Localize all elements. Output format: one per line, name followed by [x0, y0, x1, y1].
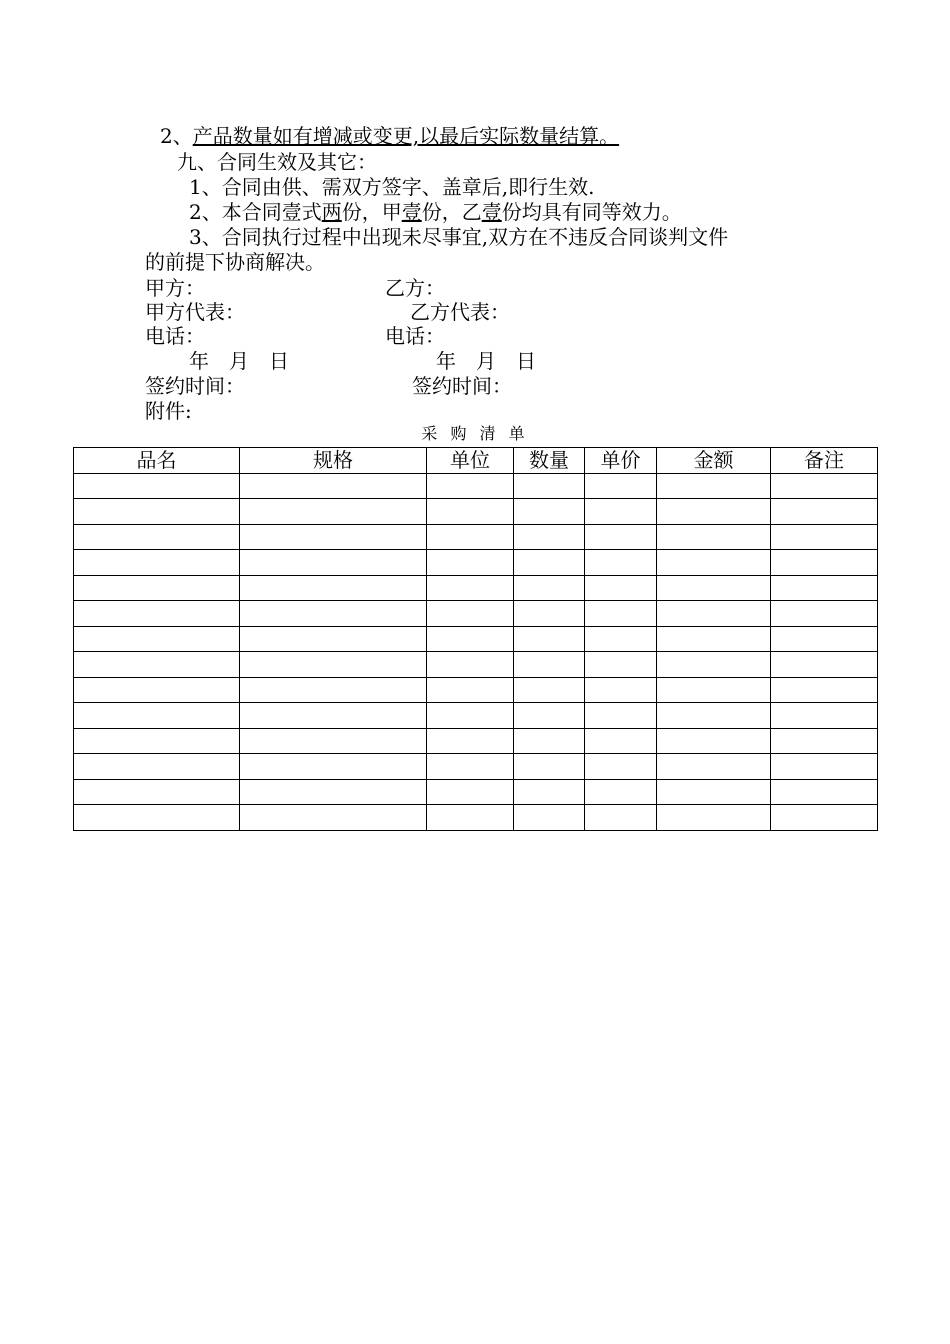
- cell-remarks: [771, 575, 878, 601]
- copies-party-a: 壹: [401, 200, 422, 224]
- cell-unit: [427, 524, 514, 550]
- cell-unit-price: [585, 601, 657, 627]
- cell-unit: [427, 601, 514, 627]
- cell-name: [74, 728, 240, 754]
- cell-remarks: [771, 626, 878, 652]
- cell-unit-price: [585, 550, 657, 576]
- cell-unit: [427, 575, 514, 601]
- cell-remarks: [771, 499, 878, 525]
- cell-spec: [240, 473, 427, 499]
- table-row: [74, 575, 878, 601]
- cell-name: [74, 677, 240, 703]
- cell-name: [74, 473, 240, 499]
- cell-name: [74, 575, 240, 601]
- cell-spec: [240, 524, 427, 550]
- cell-name: [74, 652, 240, 678]
- clause-2-text: 产品数量如有增减或变更,以最后实际数量结算。: [192, 124, 620, 148]
- cell-unit-price: [585, 805, 657, 831]
- item-2-part: 份，乙: [421, 200, 482, 224]
- cell-unit-price: [585, 652, 657, 678]
- cell-unit-price: [585, 524, 657, 550]
- cell-amount: [657, 652, 771, 678]
- purchase-list-body: [74, 473, 878, 830]
- party-a-phone-label: 电话：: [145, 324, 205, 348]
- cell-unit: [427, 626, 514, 652]
- cell-unit: [427, 728, 514, 754]
- cell-unit-price: [585, 499, 657, 525]
- cell-amount: [657, 601, 771, 627]
- cell-remarks: [771, 601, 878, 627]
- column-header-amount: 金额: [657, 448, 771, 474]
- cell-spec: [240, 779, 427, 805]
- cell-amount: [657, 626, 771, 652]
- table-header-row: [74, 448, 878, 474]
- table-row: [74, 550, 878, 576]
- cell-quantity: [514, 473, 585, 499]
- cell-unit: [427, 779, 514, 805]
- section-9-item-1: 1、合同由供、需双方签字、盖章后,即行生效.: [189, 175, 595, 199]
- cell-spec: [240, 550, 427, 576]
- cell-spec: [240, 703, 427, 729]
- cell-remarks: [771, 703, 878, 729]
- item-2-part: 2、本合同壹式: [189, 200, 322, 224]
- party-a-label: 甲方：: [145, 276, 205, 300]
- cell-unit-price: [585, 703, 657, 729]
- attachment-label: 附件:: [145, 399, 192, 423]
- cell-remarks: [771, 805, 878, 831]
- column-header-remarks: 备注: [771, 448, 878, 474]
- purchase-list-table: [73, 447, 878, 831]
- cell-amount: [657, 550, 771, 576]
- cell-remarks: [771, 550, 878, 576]
- cell-amount: [657, 779, 771, 805]
- cell-quantity: [514, 524, 585, 550]
- cell-remarks: [771, 524, 878, 550]
- cell-amount: [657, 703, 771, 729]
- cell-spec: [240, 575, 427, 601]
- cell-unit: [427, 550, 514, 576]
- table-row: [74, 601, 878, 627]
- cell-unit-price: [585, 754, 657, 780]
- cell-quantity: [514, 601, 585, 627]
- cell-spec: [240, 677, 427, 703]
- purchase-list-title: 采 购 清 单: [421, 424, 529, 443]
- cell-remarks: [771, 473, 878, 499]
- cell-unit-price: [585, 728, 657, 754]
- cell-name: [74, 524, 240, 550]
- cell-spec: [240, 754, 427, 780]
- cell-quantity: [514, 677, 585, 703]
- section-9-item-3-line-2: 的前提下协商解决。: [145, 250, 325, 274]
- cell-name: [74, 601, 240, 627]
- cell-unit-price: [585, 626, 657, 652]
- cell-unit: [427, 473, 514, 499]
- cell-amount: [657, 575, 771, 601]
- column-header-quantity: 数量: [514, 448, 585, 474]
- table-row: [74, 728, 878, 754]
- cell-quantity: [514, 728, 585, 754]
- party-b-sign-time-label: 签约时间：: [412, 374, 512, 398]
- cell-amount: [657, 728, 771, 754]
- cell-amount: [657, 524, 771, 550]
- cell-unit: [427, 677, 514, 703]
- cell-spec: [240, 728, 427, 754]
- cell-remarks: [771, 779, 878, 805]
- cell-quantity: [514, 805, 585, 831]
- cell-quantity: [514, 626, 585, 652]
- cell-unit: [427, 499, 514, 525]
- party-a-rep-label: 甲方代表：: [145, 300, 245, 324]
- table-row: [74, 754, 878, 780]
- cell-quantity: [514, 499, 585, 525]
- table-row: [74, 499, 878, 525]
- party-b-phone-label: 电话：: [385, 324, 445, 348]
- clause-2-number: 2、: [160, 124, 193, 148]
- clause-2: [160, 124, 619, 148]
- cell-name: [74, 499, 240, 525]
- cell-unit: [427, 805, 514, 831]
- cell-spec: [240, 499, 427, 525]
- table-row: [74, 524, 878, 550]
- cell-name: [74, 626, 240, 652]
- cell-quantity: [514, 754, 585, 780]
- cell-unit-price: [585, 677, 657, 703]
- cell-name: [74, 550, 240, 576]
- cell-amount: [657, 677, 771, 703]
- column-header-spec: 规格: [240, 448, 427, 474]
- section-9-item-2: [189, 200, 682, 224]
- party-b-date: 年 月 日: [436, 349, 536, 373]
- cell-amount: [657, 499, 771, 525]
- cell-quantity: [514, 779, 585, 805]
- cell-name: [74, 703, 240, 729]
- copies-total: 两: [321, 200, 342, 224]
- cell-unit: [427, 703, 514, 729]
- cell-spec: [240, 601, 427, 627]
- table-row: [74, 626, 878, 652]
- cell-unit-price: [585, 575, 657, 601]
- cell-unit-price: [585, 473, 657, 499]
- cell-quantity: [514, 550, 585, 576]
- table-row: [74, 703, 878, 729]
- party-b-rep-label: 乙方代表：: [410, 300, 510, 324]
- cell-amount: [657, 754, 771, 780]
- cell-name: [74, 779, 240, 805]
- table-row: [74, 805, 878, 831]
- party-a-sign-time-label: 签约时间：: [145, 374, 245, 398]
- cell-remarks: [771, 677, 878, 703]
- table-row: [74, 473, 878, 499]
- cell-name: [74, 754, 240, 780]
- cell-unit: [427, 754, 514, 780]
- cell-spec: [240, 652, 427, 678]
- column-header-name: 品名: [74, 448, 240, 474]
- cell-remarks: [771, 652, 878, 678]
- cell-name: [74, 805, 240, 831]
- table-row: [74, 677, 878, 703]
- cell-amount: [657, 473, 771, 499]
- party-b-label: 乙方：: [385, 276, 445, 300]
- item-2-part: 份均具有同等效力。: [501, 200, 682, 224]
- cell-quantity: [514, 575, 585, 601]
- section-9-heading: 九、合同生效及其它：: [177, 150, 377, 174]
- copies-party-b: 壹: [481, 200, 502, 224]
- cell-unit-price: [585, 779, 657, 805]
- cell-remarks: [771, 728, 878, 754]
- cell-unit: [427, 652, 514, 678]
- item-2-part: 份，甲: [341, 200, 402, 224]
- column-header-unit-price: 单价: [585, 448, 657, 474]
- column-header-unit: 单位: [427, 448, 514, 474]
- cell-spec: [240, 626, 427, 652]
- cell-quantity: [514, 703, 585, 729]
- cell-spec: [240, 805, 427, 831]
- party-a-date: 年 月 日: [189, 349, 289, 373]
- cell-remarks: [771, 754, 878, 780]
- cell-quantity: [514, 652, 585, 678]
- section-9-item-3-line-1: 3、合同执行过程中出现未尽事宜,双方在不违反合同谈判文件: [189, 225, 729, 249]
- table-row: [74, 779, 878, 805]
- table-row: [74, 652, 878, 678]
- cell-amount: [657, 805, 771, 831]
